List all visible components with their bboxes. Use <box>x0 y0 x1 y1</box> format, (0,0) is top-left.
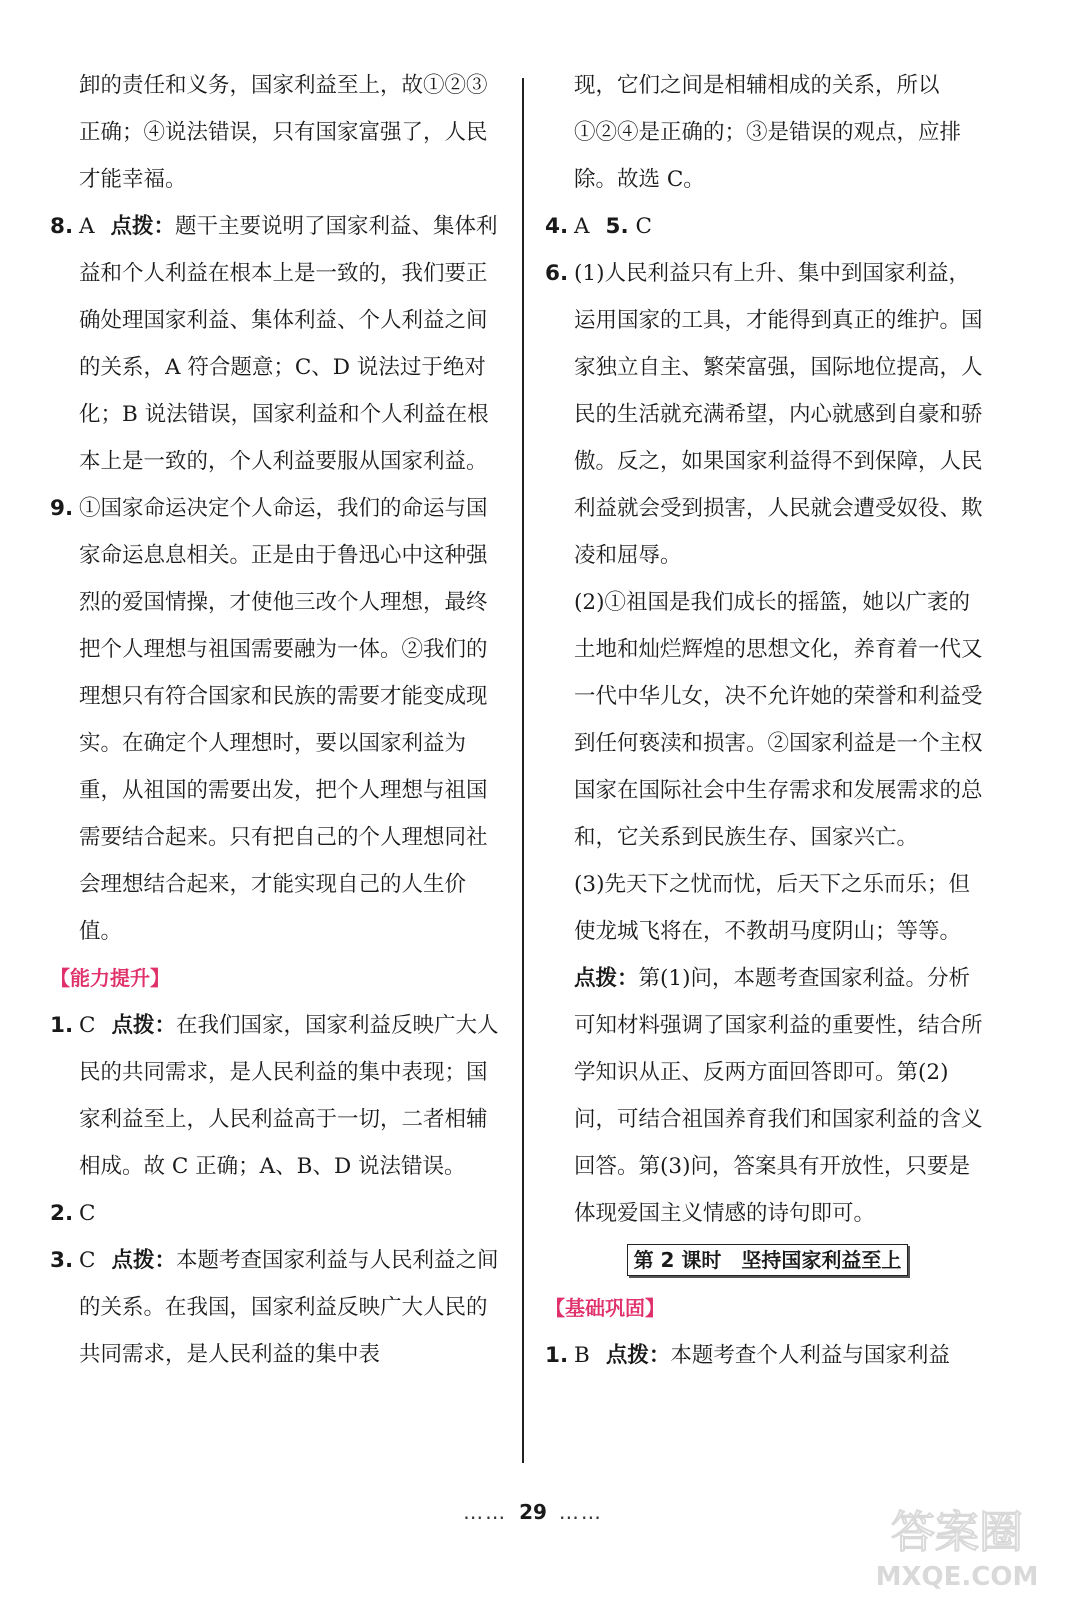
answer-letter: A <box>574 214 590 239</box>
hint-text: 在我们国家，国家利益反映广大人民的共同需求，是人民利益的集中表现；国家利益至上，人民利益高于一切，二者相辅相成。故 C 正确；A、B、D 说法错误。 <box>79 1013 499 1179</box>
watermark-url: MXQE.COM <box>875 1562 1039 1592</box>
question-number: 2. <box>50 1201 74 1226</box>
hint-label: 点拨： <box>605 1343 671 1368</box>
answer-part-2: (2)①祖国是我们成长的摇篮，她以广袤的土地和灿烂辉煌的思想文化，养育着一代又一代中华儿女，决不允许她的荣誉和利益受到任何亵渎和损害。②国家利益是一个主权国家在国际社会中生存需求和发展需求的总和，它关系到民族生存、国家兴亡。 <box>574 590 983 850</box>
hint-label: 点拨： <box>111 1248 176 1273</box>
answer-letter: B <box>574 1343 590 1368</box>
question-4-5 <box>545 203 990 250</box>
continued-answer: 卸的责任和义务，国家利益至上，故①②③正确；④说法错误，只有国家富强了，人民才能幸福。 <box>79 73 488 192</box>
question-number: 4. <box>545 214 569 239</box>
page-number: 29 <box>519 1500 547 1524</box>
question-number: 6. <box>545 261 569 286</box>
hint-label: 点拨： <box>111 1013 176 1038</box>
hint-paragraph <box>545 955 990 1237</box>
question-number: 3. <box>50 1248 74 1273</box>
continued-answer: 现，它们之间是相辅相成的关系，所以①②④是正确的；③是错误的观点，应排除。故选 C。 <box>574 73 962 192</box>
answer-letter: A <box>79 214 95 239</box>
question-1 <box>545 1332 990 1379</box>
question-8 <box>50 203 500 485</box>
answer-letter: C <box>79 1201 96 1226</box>
section-heading: 【能力提升】 <box>50 966 170 990</box>
question-1 <box>50 1002 500 1190</box>
question-number: 1. <box>50 1013 74 1038</box>
footer-dots-right: …… <box>558 1500 603 1524</box>
section-heading: 【基础巩固】 <box>545 1296 665 1320</box>
lesson-title: 第 2 课时 坚持国家利益至上 <box>627 1244 909 1276</box>
hint-text: 题干主要说明了国家利益、集体利益和个人利益在根本上是一致的，我们要正确处理国家利益、集体利益、个人利益之间的关系，A 符合题意；C、D 说法过于绝对化；B 说法错误，国家利益和个人利益在根本上是一致的，个人利益要服从国家利益。 <box>79 214 498 474</box>
hint-text: 本题考查国家利益与人民利益之间的关系。在我国，国家利益反映广大人民的共同需求，是人民利益的集中表 <box>79 1248 499 1367</box>
hint-text: 第(1)问，本题考查国家利益。分析可知材料强调了国家利益的重要性，结合所学知识从正、反两方面回答即可。第(2)问，可结合祖国养育我们和国家利益的含义回答。第(3)问，答案具有开放性，只要是体现爱国主义情感的诗句即可。 <box>574 966 983 1226</box>
hint-label: 点拨： <box>110 214 176 239</box>
question-number: 9. <box>50 496 74 521</box>
right-column <box>545 62 990 1379</box>
hint-text: 本题考查个人利益与国家利益 <box>670 1343 950 1368</box>
footer-dots-left: …… <box>463 1500 508 1524</box>
question-6 <box>545 250 990 579</box>
column-divider <box>522 78 524 1463</box>
answer-part-3: (3)先天下之忧而忧，后天下之乐而乐；但使龙城飞将在，不教胡马度阴山；等等。 <box>574 872 970 944</box>
answer-part-1: (1)人民利益只有上升、集中到国家利益，运用国家的工具，才能得到真正的维护。国家独立自主、繁荣富强，国际地位提高，人民的生活就充满希望，内心就感到自豪和骄傲。反之，如果国家利益得不到保障，人民利益就会受到损害，人民就会遭受奴役、欺凌和屈辱。 <box>574 261 983 568</box>
answer-letter: C <box>635 214 652 239</box>
answer-text: ①国家命运决定个人命运，我们的命运与国家命运息息相关。正是由于鲁迅心中这种强烈的爱国情操，才使他三改个人理想，最终把个人理想与祖国需要融为一体。②我们的理想只有符合国家和民族的需要才能变成现实。在确定个人理想时，要以国家利益为重，从祖国的需要出发，把个人理想与祖国需要结合起来。只有把自己的个人理想同社会理想结合起来，才能实现自己的人生价值。 <box>79 496 488 944</box>
question-number: 1. <box>545 1343 569 1368</box>
question-2 <box>50 1190 500 1237</box>
watermark-logo <box>862 1495 1052 1595</box>
answer-letter: C <box>79 1248 96 1273</box>
question-number: 8. <box>50 214 74 239</box>
left-column <box>50 62 500 1378</box>
lesson-title-box <box>545 1241 990 1281</box>
watermark-text: 答案圈 <box>891 1507 1023 1558</box>
question-number: 5. <box>605 214 629 239</box>
question-3 <box>50 1237 500 1378</box>
question-9 <box>50 485 500 955</box>
answer-letter: C <box>79 1013 96 1038</box>
hint-label: 点拨： <box>574 966 639 991</box>
